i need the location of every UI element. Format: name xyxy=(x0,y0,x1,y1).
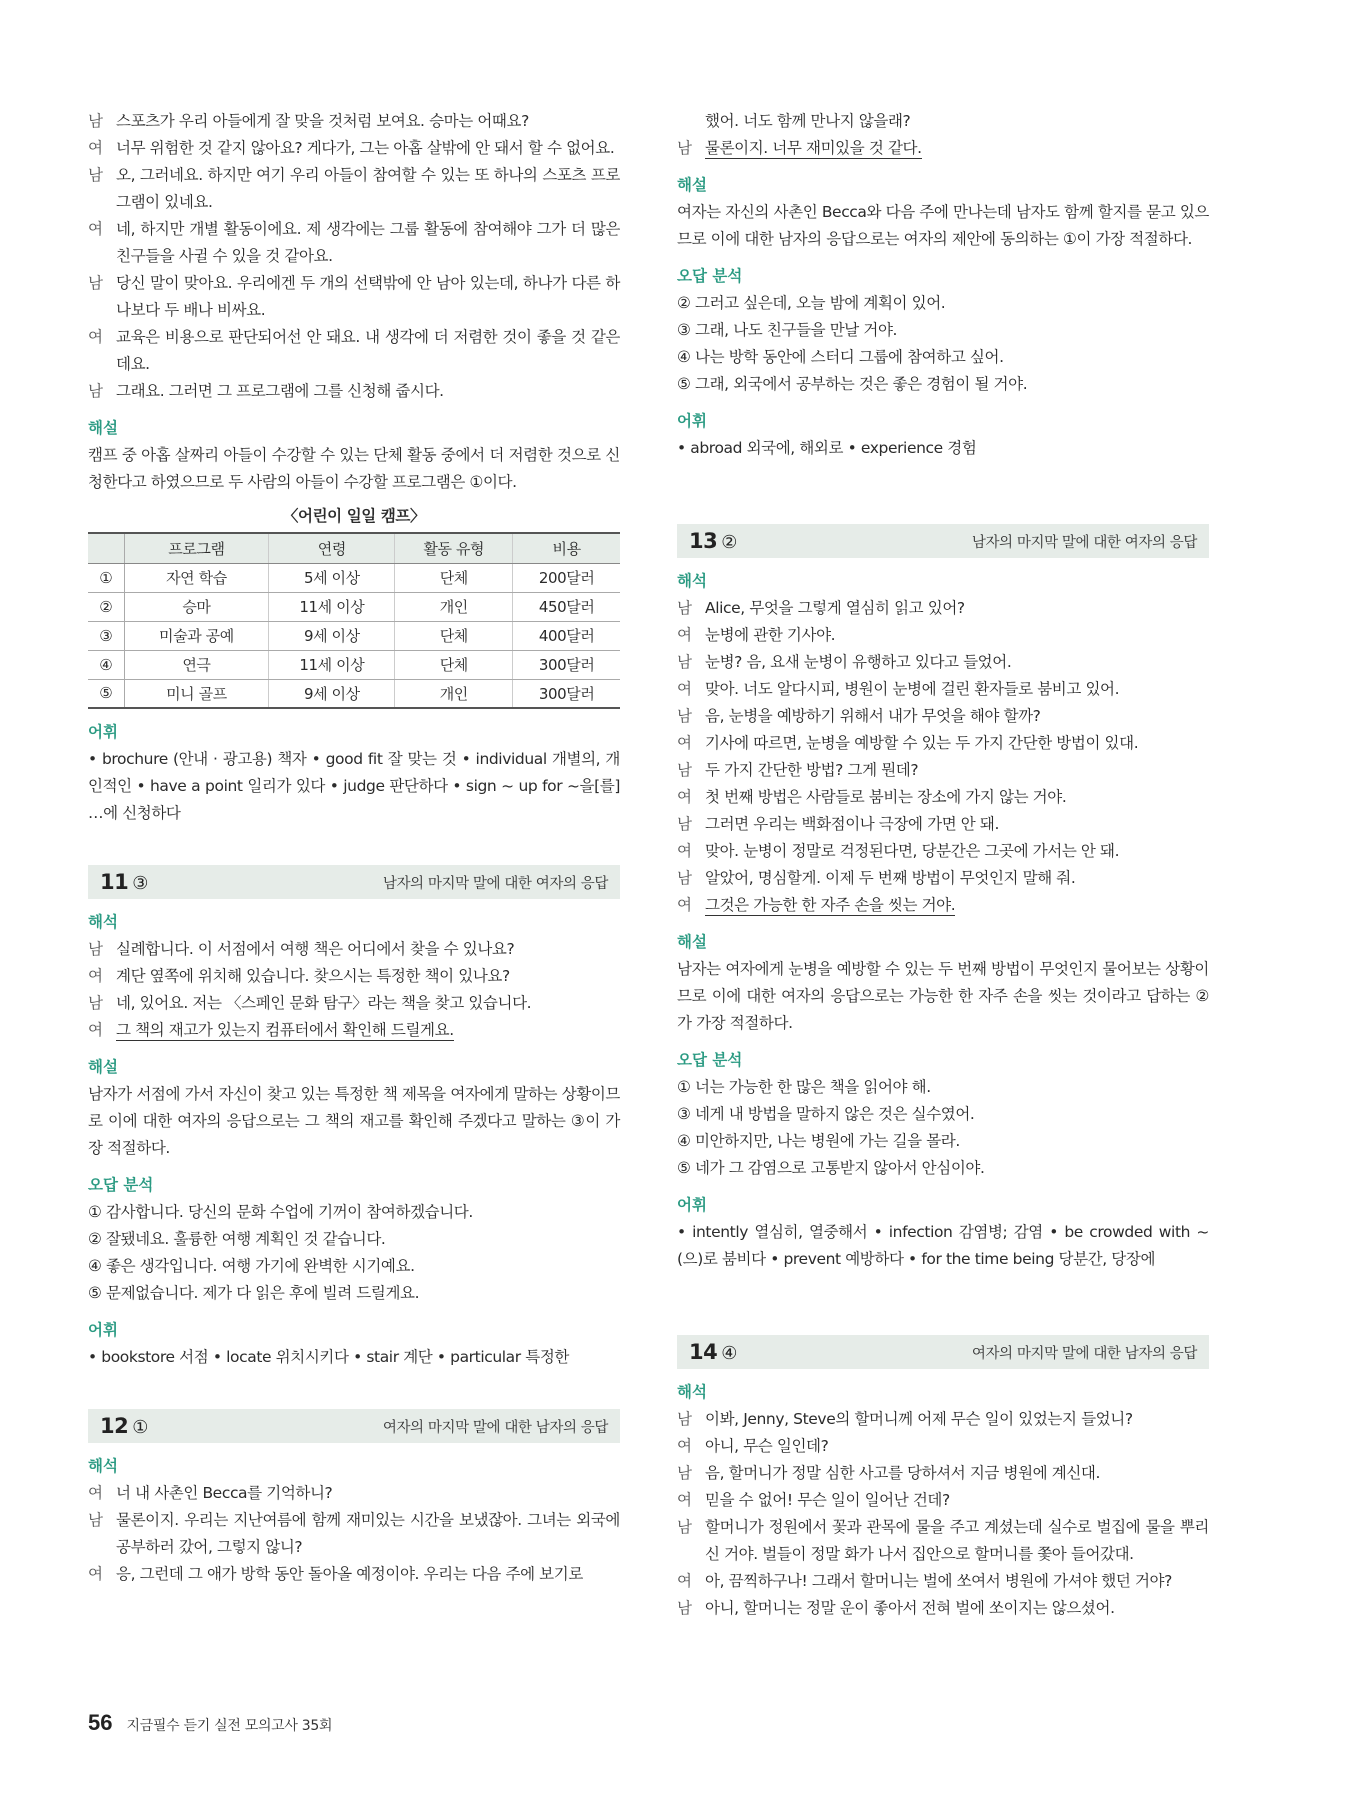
wrong-option: ⑤ 네가 그 감염으로 고통받지 않아서 안심이야. xyxy=(677,1159,985,1177)
section-label-haeseok: 해석 xyxy=(677,572,707,590)
dialog-13 xyxy=(677,595,1209,919)
wrong-option: ② 잘됐네요. 훌륭한 여행 계획인 것 같습니다. xyxy=(88,1230,386,1248)
dialog-continuation: 했어. 너도 함께 만나지 않을래? xyxy=(705,112,911,130)
dialog-line: 남 이봐, Jenny, Steve의 할머니께 어제 무슨 일이 있었는지 들었니? xyxy=(677,1410,1133,1428)
explanation: 남자가 서점에 가서 자신이 찾고 있는 특정한 책 제목을 여자에게 말하는 상황이므로 이에 대한 여자의 응답으로는 그 책의 재고를 확인해 주겠다고 말하는 ③이 가장 적절하다. xyxy=(88,1085,620,1157)
wrong-option: ⑤ 문제없습니다. 제가 다 읽은 후에 빌려 드릴게요. xyxy=(88,1284,420,1302)
answer-underline: 그것은 가능한 한 자주 손을 씻는 거야. xyxy=(705,896,956,914)
section-label-vocab: 어휘 xyxy=(677,412,707,430)
section-label-vocab: 어휘 xyxy=(88,723,118,741)
wrong-option: ⑤ 그래, 외국에서 공부하는 것은 좋은 경험이 될 거야. xyxy=(677,375,1028,393)
vocab-list: • abroad 외국에, 해외로 • experience 경험 xyxy=(677,439,977,457)
dialog-line: 남 물론이지. 너무 재미있을 것 같다. xyxy=(677,139,922,157)
table-row: ④ 연극 11세 이상 단체 300달러 xyxy=(88,650,620,679)
explanation: 남자는 여자에게 눈병을 예방할 수 있는 두 번째 방법이 무엇인지 물어보는 상황이므로 이에 대한 여자의 응답으로는 가능한 한 자주 손을 씻는 것이라고 답하는 ②가 가장 적절하다. xyxy=(677,960,1209,1032)
dialog-line: 여 그 책의 재고가 있는지 컴퓨터에서 확인해 드릴게요. xyxy=(88,1021,454,1039)
wrong-option: ④ 좋은 생각입니다. 여행 가기에 완벽한 시기예요. xyxy=(88,1257,415,1275)
table-row: ⑤ 미니 골프 9세 이상 개인 300달러 xyxy=(88,679,620,708)
explanation: 여자는 자신의 사촌인 Becca와 다음 주에 만나는데 남자도 함께 할지를 묻고 있으므로 이에 대한 남자의 응답으로는 여자의 제안에 동의하는 ①이 가장 적절하다. xyxy=(677,203,1209,248)
vocab-list: • intently 열심히, 열중해서 • infection 감염병; 감염 • be crowded with ~(으)로 붐비다 • prevent 예방하다 • for the time being 당분간, 당장에 xyxy=(677,1223,1209,1268)
dialog-line: 여 첫 번째 방법은 사람들로 붐비는 장소에 가지 않는 거야. xyxy=(677,788,1067,806)
section-label-haeseok: 해석 xyxy=(88,913,118,931)
section-label-odap: 오답 분석 xyxy=(88,1176,154,1194)
wrong-option: ① 감사합니다. 당신의 문화 수업에 기꺼이 참여하겠습니다. xyxy=(88,1203,473,1221)
answer-underline: 물론이지. 너무 재미있을 것 같다. xyxy=(705,139,922,157)
table-header-row: 프로그램 연령 활동 유형 비용 xyxy=(88,533,620,563)
question-header-14: 14 ④ 여자의 마지막 말에 대한 남자의 응답 xyxy=(677,1335,1209,1369)
table-caption: 〈어린이 일일 캠프〉 xyxy=(282,507,426,525)
dialog-line: 여 아, 끔찍하구나! 그래서 할머니는 벌에 쏘여서 병원에 가셔야 했던 거야? xyxy=(677,1572,1172,1590)
dialog-line: 남 Alice, 무엇을 그렇게 열심히 읽고 있어? xyxy=(677,599,965,617)
dialog-line: 남 네, 있어요. 저는 〈스페인 문화 탐구〉라는 책을 찾고 있습니다. xyxy=(88,994,532,1012)
dialog-10 xyxy=(88,108,620,405)
vocab-list: • bookstore 서점 • locate 위치시키다 • stair 계단 • particular 특정한 xyxy=(88,1348,569,1366)
dialog-line: 남 스포츠가 우리 아들에게 잘 맞을 것처럼 보여요. 승마는 어때요? xyxy=(88,112,529,130)
answer-underline: 그 책의 재고가 있는지 컴퓨터에서 확인해 드릴게요. xyxy=(116,1021,454,1039)
table-row: ① 자연 학습 5세 이상 단체 200달러 xyxy=(88,563,620,592)
section-label-odap: 오답 분석 xyxy=(677,1051,743,1069)
table-row: ③ 미술과 공예 9세 이상 단체 400달러 xyxy=(88,621,620,650)
dialog-12 xyxy=(88,1480,620,1588)
dialog-line: 여 맞아. 너도 알다시피, 병원이 눈병에 걸린 환자들로 붐비고 있어. xyxy=(677,680,1120,698)
section-label-odap: 오답 분석 xyxy=(677,267,743,285)
wrong-option: ① 너는 가능한 한 많은 책을 읽어야 해. xyxy=(677,1078,931,1096)
dialog-line: 남 오, 그러네요. 하지만 여기 우리 아들이 참여할 수 있는 또 하나의 스포츠 프로그램이 있네요. xyxy=(88,166,620,211)
dialog-line: 여 너무 위험한 것 같지 않아요? 게다가, 그는 아홉 살밖에 안 돼서 할 수 없어요. xyxy=(88,139,615,157)
dialog-line: 남 당신 말이 맞아요. 우리에겐 두 개의 선택밖에 안 남아 있는데, 하나가 다른 하나보다 두 배나 비싸요. xyxy=(88,274,620,319)
section-label-haeseok: 해석 xyxy=(88,1457,118,1475)
table-row: ② 승마 11세 이상 개인 450달러 xyxy=(88,592,620,621)
wrong-option: ④ 미안하지만, 나는 병원에 가는 길을 몰라. xyxy=(677,1132,960,1150)
section-label-haeseok: 해석 xyxy=(677,1383,707,1401)
dialog-line: 여 네, 하지만 개별 활동이에요. 제 생각에는 그룹 활동에 참여해야 그가 더 많은 친구들을 사귈 수 있을 것 같아요. xyxy=(88,220,620,265)
section-label-vocab: 어휘 xyxy=(677,1196,707,1214)
wrong-option: ④ 나는 방학 동안에 스터디 그룹에 참여하고 싶어. xyxy=(677,348,1004,366)
page-footer xyxy=(88,1710,332,1736)
dialog-line: 남 그러면 우리는 백화점이나 극장에 가면 안 돼. xyxy=(677,815,1000,833)
dialog-line: 남 물론이지. 우리는 지난여름에 함께 재미있는 시간을 보냈잖아. 그녀는 외국에 공부하러 갔어, 그렇지 않니? xyxy=(88,1511,620,1556)
section-label-vocab: 어휘 xyxy=(88,1321,118,1339)
wrong-option: ② 그러고 싶은데, 오늘 밤에 계획이 있어. xyxy=(677,294,946,312)
camp-table xyxy=(88,532,620,709)
dialog-line: 남 두 가지 간단한 방법? 그게 뭔데? xyxy=(677,761,919,779)
left-column xyxy=(88,108,620,1588)
page-number: 56 xyxy=(88,1710,113,1735)
dialog-14 xyxy=(677,1406,1209,1622)
dialog-line: 남 실례합니다. 이 서점에서 여행 책은 어디에서 찾을 수 있나요? xyxy=(88,940,515,958)
dialog-line: 여 기사에 따르면, 눈병을 예방할 수 있는 두 가지 간단한 방법이 있대. xyxy=(677,734,1139,752)
right-column xyxy=(677,108,1209,1622)
book-title: 지금필수 듣기 실전 모의고사 35회 xyxy=(126,1718,333,1734)
dialog-line: 남 할머니가 정원에서 꽃과 관목에 물을 주고 계셨는데 실수로 벌집에 물을 뿌리신 거야. 벌들이 정말 화가 나서 집안으로 할머니를 쫓아 들어갔대. xyxy=(677,1518,1209,1563)
dialog-line: 여 아니, 무슨 일인데? xyxy=(677,1437,829,1455)
dialog-line: 남 음, 눈병을 예방하기 위해서 내가 무엇을 해야 할까? xyxy=(677,707,1041,725)
section-label-haeseol: 해설 xyxy=(677,933,707,951)
dialog-line: 남 아니, 할머니는 정말 운이 좋아서 전혀 벌에 쏘이지는 않으셨어. xyxy=(677,1599,1115,1617)
section-label-haeseol: 해설 xyxy=(88,1058,118,1076)
dialog-line: 여 눈병에 관한 기사야. xyxy=(677,626,836,644)
dialog-line: 여 응, 그런데 그 애가 방학 동안 돌아올 예정이야. 우리는 다음 주에 보기로 xyxy=(88,1565,583,1583)
explanation: 캠프 중 아홉 살짜리 아들이 수강할 수 있는 단체 활동 중에서 더 저렴한 것으로 신청한다고 하였으므로 두 사람의 아들이 수강할 프로그램은 ①이다. xyxy=(88,446,620,491)
dialog-line: 여 계단 옆쪽에 위치해 있습니다. 찾으시는 특정한 책이 있나요? xyxy=(88,967,510,985)
dialog-11 xyxy=(88,936,620,1044)
question-header-11: 11 ③ 남자의 마지막 말에 대한 여자의 응답 xyxy=(88,865,620,899)
dialog-line: 여 너 내 사촌인 Becca를 기억하니? xyxy=(88,1484,333,1502)
section-label-haeseol: 해설 xyxy=(677,176,707,194)
dialog-line: 남 알았어, 명심할게. 이제 두 번째 방법이 무엇인지 말해 줘. xyxy=(677,869,1076,887)
dialog-line: 여 그것은 가능한 한 자주 손을 씻는 거야. xyxy=(677,896,956,914)
vocab-list: • brochure (안내 · 광고용) 책자 • good fit 잘 맞는 것 • individual 개별의, 개인적인 • have a point 일리가 있다 • judge 판단하다 • sign ~ up for ~을[를] …에 신청하다 xyxy=(88,750,620,822)
wrong-option: ③ 네게 내 방법을 말하지 않은 것은 실수였어. xyxy=(677,1105,975,1123)
dialog-line: 남 눈병? 음, 요새 눈병이 유행하고 있다고 들었어. xyxy=(677,653,1012,671)
section-label-haeseol: 해설 xyxy=(88,419,118,437)
dialog-line: 여 맞아. 눈병이 정말로 걱정된다면, 당분간은 그곳에 가서는 안 돼. xyxy=(677,842,1120,860)
dialog-line: 남 그래요. 그러면 그 프로그램에 그를 신청해 줍시다. xyxy=(88,382,444,400)
wrong-option: ③ 그래, 나도 친구들을 만날 거야. xyxy=(677,321,898,339)
question-header-12: 12 ① 여자의 마지막 말에 대한 남자의 응답 xyxy=(88,1409,620,1443)
dialog-line: 여 교육은 비용으로 판단되어선 안 돼요. 내 생각에 더 저렴한 것이 좋을 것 같은데요. xyxy=(88,328,620,373)
dialog-line: 여 믿을 수 없어! 무슨 일이 일어난 건데? xyxy=(677,1491,950,1509)
question-header-13: 13 ② 남자의 마지막 말에 대한 여자의 응답 xyxy=(677,524,1209,558)
dialog-line: 남 음, 할머니가 정말 심한 사고를 당하셔서 지금 병원에 계신대. xyxy=(677,1464,1101,1482)
